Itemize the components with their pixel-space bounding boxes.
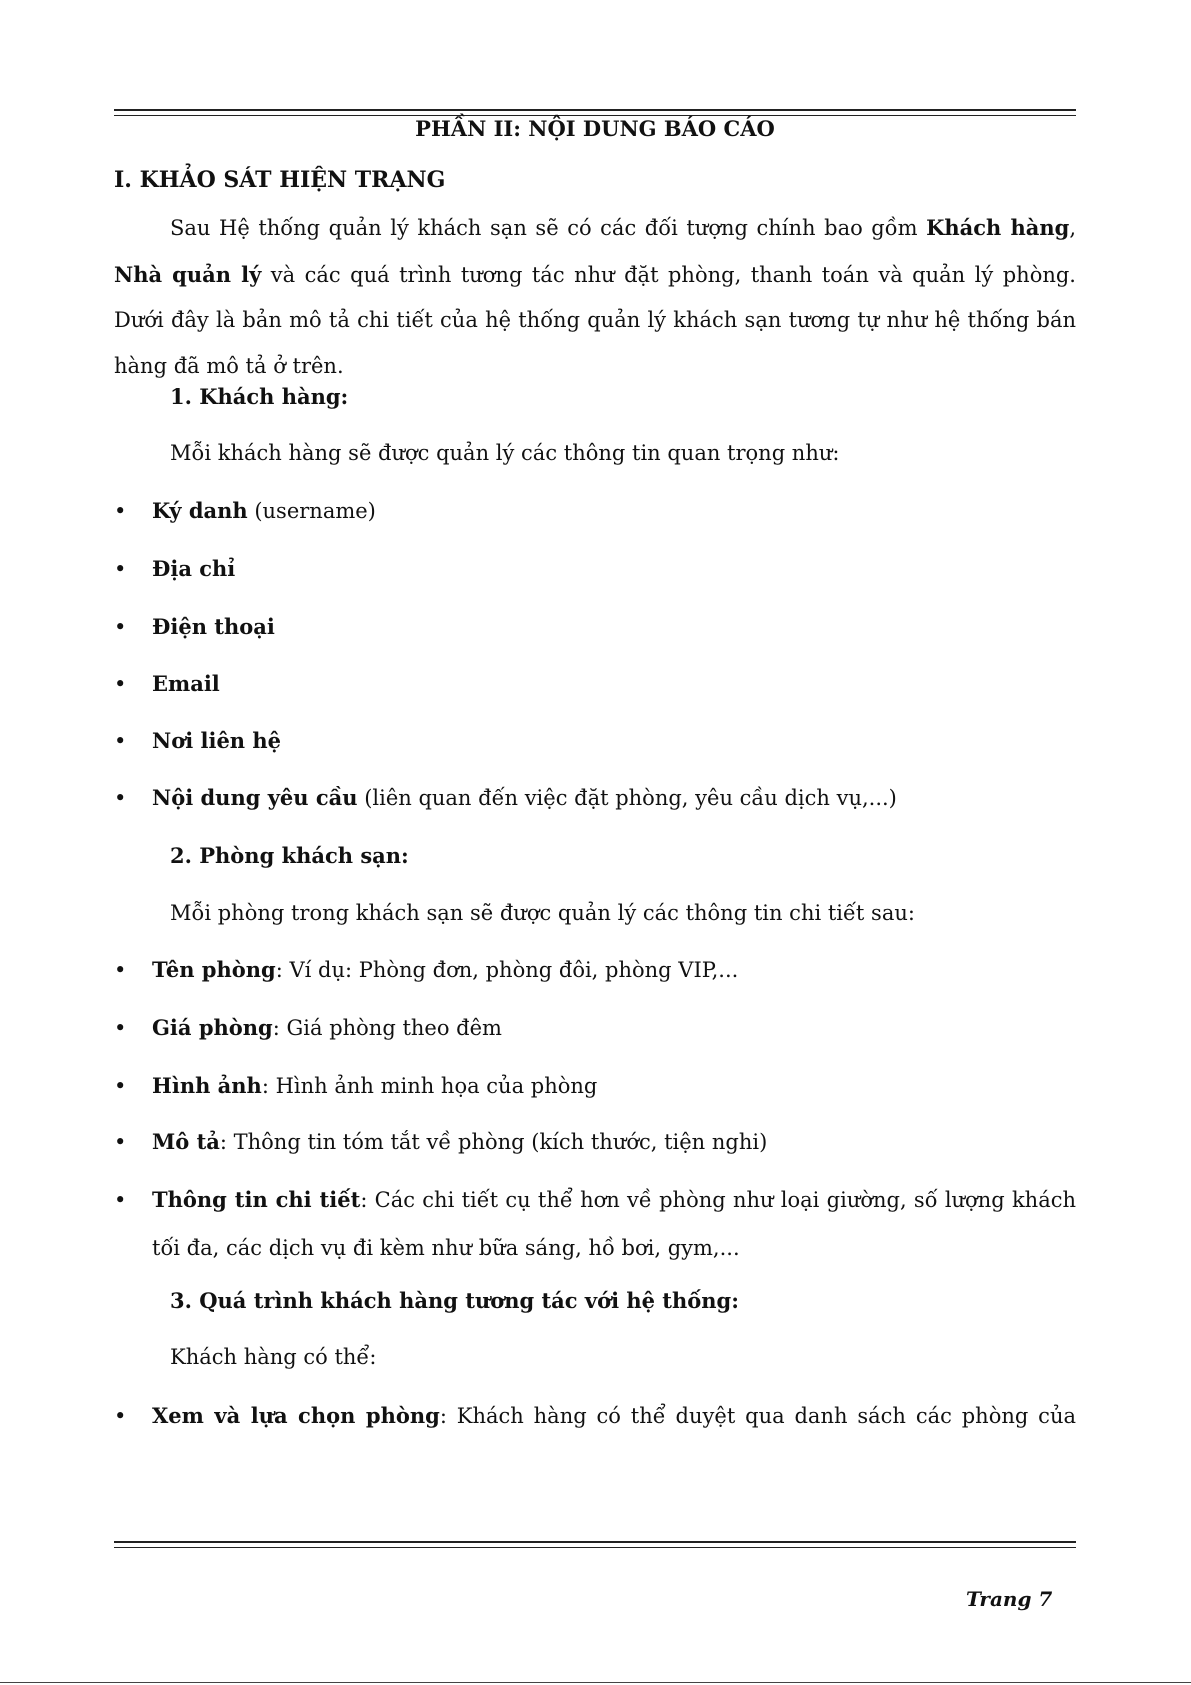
item-text: : Ví dụ: Phòng đơn, phòng đôi, phòng VIP,... [275,958,739,982]
bullet-icon: • [114,1188,127,1212]
list-item-ky-danh [152,487,1076,535]
list-item-dia-chi [152,545,1076,593]
heading-khao-sat: I. KHẢO SÁT HIỆN TRẠNG [114,167,446,193]
qua-trinh-lead: Khách hàng có thể: [170,1345,377,1369]
page-edge-line [0,1682,1191,1683]
item-label: Giá phòng [152,1015,273,1040]
list-item-mo-ta [152,1118,1076,1166]
list-item-dien-thoai [152,603,1076,651]
item-label: Điện thoại [152,614,275,639]
item-text: : Hình ảnh minh họa của phòng [261,1074,598,1098]
item-label: Email [152,671,220,696]
subheading-khach-hang: 1. Khách hàng: [170,384,349,409]
phong-lead: Mỗi phòng trong khách sạn sẽ được quản lý các thông tin chi tiết sau: [170,901,915,925]
intro-bold-khach-hang: Khách hàng [926,215,1070,240]
list-item-email [152,660,1076,708]
item-label: Thông tin chi tiết [152,1187,361,1212]
subheading-qua-trinh: 3. Quá trình khách hàng tương tác với hệ thống: [170,1288,739,1313]
list-item-ten-phong [152,946,1076,994]
bullet-icon: • [114,672,127,696]
bullet-icon: • [114,557,127,581]
list-item-xem-lua-chon-phong [152,1392,1076,1440]
footer-rule [114,1541,1076,1548]
item-label: Tên phòng [152,957,276,982]
item-label: Mô tả [152,1129,220,1154]
item-label: Nơi liên hệ [152,728,282,753]
item-label: Nội dung yêu cầu [152,785,358,810]
list-item-hinh-anh [152,1062,1076,1110]
section-title: PHẦN II: NỘI DUNG BÁO CÁO [415,116,775,141]
khach-hang-lead: Mỗi khách hàng sẽ được quản lý các thông tin quan trọng như: [170,441,840,465]
item-text: : Thông tin tóm tắt về phòng (kích thước, tiện nghi) [219,1130,768,1154]
intro-text-2: , [1069,216,1076,240]
bullet-icon: • [114,729,127,753]
bullet-icon: • [114,499,127,523]
item-label: Ký danh [152,498,248,523]
bullet-icon: • [114,1074,127,1098]
list-item-thong-tin-chi-tiet [152,1176,1076,1272]
intro-paragraph [114,205,1076,389]
intro-text-3: và các quá trình tương tác như đặt phòng, thanh toán và quản lý phòng. Dưới đây là bản mô tả chi tiết của hệ thống quản lý khách sạn tương tự như hệ thống bán hàng đã mô tả ở trên. [114,262,1076,378]
item-text: (username) [247,499,376,523]
bullet-icon: • [114,1016,127,1040]
list-item-noi-lien-he [152,717,1076,765]
item-text: : Khách hàng có thể duyệt qua danh sách các phòng của [439,1404,1076,1428]
item-text: (liên quan đến việc đặt phòng, yêu cầu dịch vụ,...) [357,786,897,810]
subheading-phong-khach-san: 2. Phòng khách sạn: [170,843,409,868]
bullet-icon: • [114,1404,127,1428]
page-number: Trang 7 [966,1587,1053,1611]
intro-bold-nha-quan-ly: Nhà quản lý [114,261,262,287]
item-label: Xem và lựa chọn phòng [152,1403,440,1428]
bullet-icon: • [114,958,127,982]
item-label: Hình ảnh [152,1073,262,1098]
item-text: : Các chi tiết cụ thể hơn về phòng như loại giường, số lượng khách tối đa, các dịch vụ đi kèm như bữa sáng, hồ bơi, gym,... [152,1188,1076,1260]
item-text: : Giá phòng theo đêm [272,1016,502,1040]
bullet-icon: • [114,615,127,639]
bullet-icon: • [114,1130,127,1154]
bullet-icon: • [114,786,127,810]
item-label: Địa chỉ [152,556,236,581]
list-item-gia-phong [152,1004,1076,1052]
intro-text-1: Sau Hệ thống quản lý khách sạn sẽ có các đối tượng chính bao gồm [170,216,927,240]
list-item-noi-dung-yeu-cau [152,774,1076,822]
